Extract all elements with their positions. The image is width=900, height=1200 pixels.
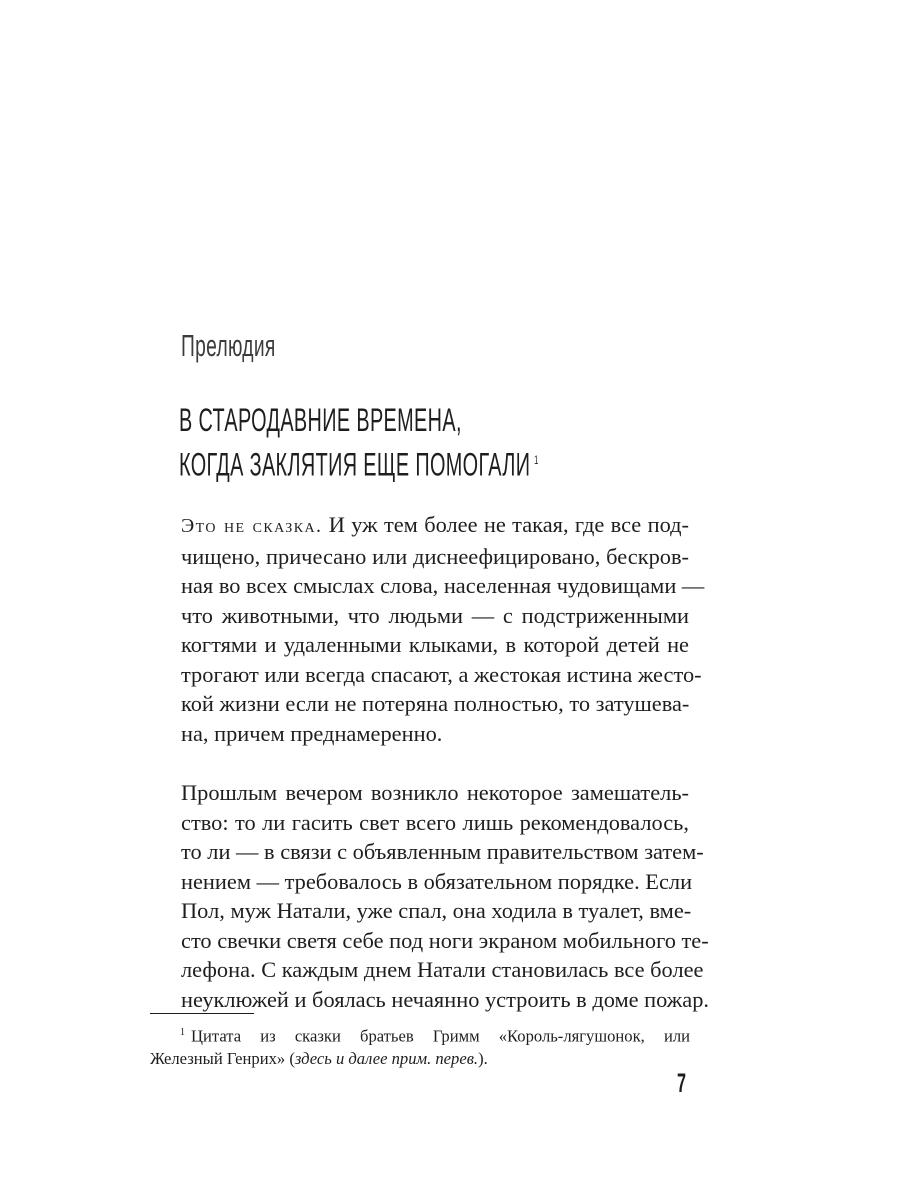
page-number: 7 <box>677 1068 687 1098</box>
paragraph-line: Пол, муж Натали, уже спал, она ходила в туалет, вме- <box>181 898 692 923</box>
footnote-text-1: Цитата из сказки братьев Гримм «Король-лягушонок, или <box>191 1026 690 1046</box>
footnote-marker: 1 <box>180 1027 185 1038</box>
footnote-italic-note: здесь и далее прим. перев. <box>294 1048 479 1068</box>
chapter-title-line-2-text: КОГДА ЗАКЛЯТИЯ ЕЩЕ ПОМОГАЛИ <box>179 446 531 483</box>
footnote-line-2 <box>150 1048 690 1070</box>
paragraph-2 <box>181 778 710 1014</box>
paragraph-line: что животными, что людьми — с подстриженными <box>181 602 689 628</box>
chapter-title <box>179 400 538 485</box>
chapter-title-line-1: В СТАРОДАВНИЕ ВРЕМЕНА, <box>179 402 462 438</box>
paragraph-line: то ли — в связи с объявленным правительством затем- <box>181 839 704 864</box>
paragraph-line: когтями и удаленными клыками, в которой детей не <box>181 632 689 657</box>
paragraph-1 <box>181 510 705 748</box>
paragraph-line: Прошлым вечером возникло некоторое замешатель- <box>181 780 689 805</box>
chapter-title-line-2 <box>179 440 538 485</box>
paragraph-line: кой жизни если не потеряна полностью, то затушева- <box>181 691 690 716</box>
paragraph-line: трогают или всегда спасают, а жестокая истина жесто- <box>181 661 702 687</box>
paragraph-line: ная во всех смыслах слова, населенная чудовищами — <box>181 573 705 598</box>
paragraph-line: неуклюжей и боялась нечаянно устроить в доме пожар. <box>181 986 710 1012</box>
paragraph-line: нением — требовалось в обязательном порядке. Если <box>181 868 693 894</box>
footnote-reference[interactable]: 1 <box>534 453 539 467</box>
footnote-line-1 <box>150 1022 690 1048</box>
footnote <box>150 1022 690 1070</box>
paragraph-line: сто свечки светя себе под ноги экраном мобильного те- <box>181 927 709 953</box>
paragraph-line: на, причем преднамеренно. <box>181 720 443 746</box>
paragraph-line-text: И уж тем более не такая, где все под- <box>322 512 689 537</box>
paragraph-line: чищено, причесано или диснеефицировано, бескров- <box>181 543 689 569</box>
paragraph-line: лефона. С каждым днем Натали становилась все более <box>181 957 704 982</box>
body-text <box>181 510 710 1014</box>
paragraph-line: ство: то ли гасить свет всего лишь рекомендовалось, <box>181 809 689 835</box>
paragraph-lead-smallcaps: Это не сказка. <box>181 515 323 537</box>
chapter-kicker: Прелюдия <box>181 328 276 363</box>
footnote-text-2-end: ). <box>478 1048 488 1068</box>
footnote-divider <box>150 1013 254 1014</box>
footnote-text-2: Железный Генрих» ( <box>150 1048 295 1068</box>
paragraph-line <box>181 510 689 542</box>
